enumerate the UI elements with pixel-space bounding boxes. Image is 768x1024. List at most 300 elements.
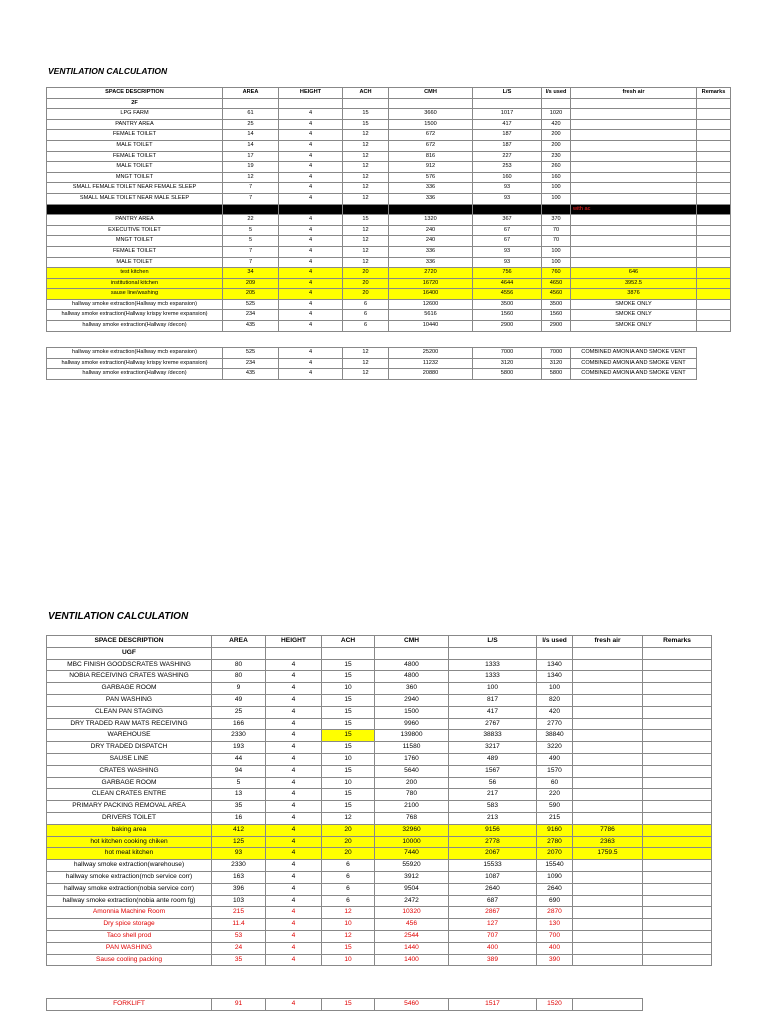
ach-cell: 12 [343,130,389,141]
ls-used-cell: 3120 [542,358,571,369]
table-row [47,848,712,860]
cmh-cell: 240 [389,225,473,236]
area-cell: 5 [212,777,266,789]
area-cell: 25 [212,706,266,718]
area-cell: 234 [223,358,279,369]
fresh-air-cell: 1759.5 [573,848,643,860]
ls-cell: 389 [449,954,537,966]
ach-cell: 12 [343,358,389,369]
ach-cell: 10 [322,919,375,931]
space-description-cell: Taco shell prod [47,930,212,942]
table-row [47,321,731,332]
height-cell: 4 [266,789,322,801]
remarks-cell [697,225,731,236]
remarks-cell [697,215,731,226]
fresh-air-cell [571,151,697,162]
table-row [47,348,697,359]
cmh-cell: 360 [375,683,449,695]
area-cell: 17 [223,151,279,162]
table-row [47,215,731,226]
remarks-cell [697,310,731,321]
ls-cell: 9156 [449,824,537,836]
ls-cell: 7000 [473,348,542,359]
area-cell: 234 [223,310,279,321]
height-cell: 4 [266,942,322,954]
ls-used-cell: 5800 [542,369,571,380]
fresh-air-cell [573,765,643,777]
space-description-cell: PANTRY AREA [47,215,223,226]
ach-cell: 10 [322,954,375,966]
header-fresh-air: fresh air [571,88,697,99]
area-cell: 91 [212,999,266,1011]
cmh-cell: 456 [375,919,449,931]
area-cell: 80 [212,671,266,683]
fresh-air-cell [571,236,697,247]
space-description-cell: DRY TRADED DISPATCH [47,742,212,754]
ach-cell: 6 [322,883,375,895]
ls-used-cell: 3500 [542,299,571,310]
ls-cell: 217 [449,789,537,801]
cmh-cell: 912 [389,162,473,173]
space-description-cell: DRY TRADED RAW MATS RECEIVING [47,718,212,730]
cmh-cell: 139800 [375,730,449,742]
cmh-cell: 2544 [375,930,449,942]
fresh-air-cell: 2363 [573,836,643,848]
fresh-air-cell: SMOKE ONLY [571,299,697,310]
cmh-cell: 10440 [389,321,473,332]
ach-cell: 12 [343,348,389,359]
area-cell: 125 [212,836,266,848]
ls-used-cell: 100 [542,246,571,257]
cmh-cell: 32960 [375,824,449,836]
space-description-cell: MNGT TOILET [47,172,223,183]
empty-cell [643,647,712,659]
fresh-air-cell [571,246,697,257]
area-cell: 2330 [212,730,266,742]
area-cell: 7 [223,257,279,268]
ls-used-cell: 9160 [537,824,573,836]
ls-cell: 38833 [449,730,537,742]
remarks-cell [643,671,712,683]
ach-cell: 12 [343,162,389,173]
cmh-cell: 672 [389,140,473,151]
empty-cell [449,647,537,659]
cmh-cell: 280 [389,204,473,215]
ach-cell: 15 [322,694,375,706]
ls-cell: 93 [473,183,542,194]
ach-cell: 15 [343,215,389,226]
remarks-cell [697,278,731,289]
remarks-cell [643,753,712,765]
ls-used-cell: 420 [542,119,571,130]
ls-used-cell: 70 [542,225,571,236]
ach-cell: 15 [322,942,375,954]
ls-used-cell: 215 [537,812,573,824]
area-cell: 14 [223,130,279,141]
table-row [47,172,731,183]
ls-cell: 4644 [473,278,542,289]
table-row [47,824,712,836]
ls-used-cell: 1340 [537,659,573,671]
fresh-air-cell [573,671,643,683]
ach-cell: 15 [322,999,375,1011]
forklift-row [47,999,643,1011]
ls-cell: 2767 [449,718,537,730]
fresh-air-cell: SMOKE ONLY [571,310,697,321]
cmh-cell: 16720 [389,278,473,289]
cmh-cell: 5640 [375,765,449,777]
fresh-air-cell: COMBINED AMONIA AND SMOKE VENT [571,348,697,359]
space-description-cell [47,204,223,215]
remarks-cell [697,299,731,310]
ach-cell: 6 [322,871,375,883]
area-cell: 7 [223,204,279,215]
ls-cell: 100 [449,683,537,695]
cmh-cell: 2100 [375,801,449,813]
empty-cell [343,98,389,109]
ls-cell: 1517 [449,999,537,1011]
space-description-cell: WAREHOUSE [47,730,212,742]
ls-cell: 687 [449,895,537,907]
fresh-air-cell [573,742,643,754]
area-cell: 5 [223,225,279,236]
space-description-cell: GARBAGE ROOM [47,683,212,695]
ls-cell: 4556 [473,289,542,300]
height-cell: 4 [279,109,343,120]
remarks-cell [643,883,712,895]
ach-cell: 12 [322,812,375,824]
space-description-cell: Sause cooling packing [47,954,212,966]
ls-cell: 93 [473,193,542,204]
header-ach: ACH [343,88,389,99]
area-cell: 53 [212,930,266,942]
ach-cell: 20 [322,836,375,848]
height-cell: 4 [279,358,343,369]
area-cell: 7 [223,193,279,204]
space-description-cell: FEMALE TOILET [47,130,223,141]
remarks-cell [697,109,731,120]
cmh-cell: 10000 [375,836,449,848]
table-row [47,777,712,789]
cmh-cell: 200 [375,777,449,789]
area-cell: 7 [223,183,279,194]
space-description-cell: hallway smoke extraction(Hallway krispy kreme expansion) [47,358,223,369]
height-cell: 4 [266,659,322,671]
ls-used-cell: 1020 [542,109,571,120]
fresh-air-cell [571,172,697,183]
ach-cell: 10 [322,777,375,789]
header-height: HEIGHT [279,88,343,99]
table-row [47,718,712,730]
height-cell: 4 [266,801,322,813]
remarks-cell [643,907,712,919]
height-cell: 4 [266,824,322,836]
ach-cell: 6 [322,895,375,907]
fresh-air-cell [573,812,643,824]
ls-cell: 2867 [449,907,537,919]
table-row [47,930,712,942]
table-row [47,162,731,173]
height-cell: 4 [266,777,322,789]
ls-used-cell: 200 [542,130,571,141]
header-ls-used: l/s used [542,88,571,99]
cmh-cell: 768 [375,812,449,824]
table-row [47,883,712,895]
fresh-air-cell [573,954,643,966]
fresh-air-cell [571,130,697,141]
cmh-cell: 1500 [375,706,449,718]
space-description-cell: SAUSE LINE [47,753,212,765]
space-description-cell: hallway smoke extraction(Hallway mcb expansion) [47,348,223,359]
ach-cell: 15 [322,659,375,671]
height-cell: 4 [266,718,322,730]
ls-used-cell: 400 [537,942,573,954]
ls-cell: 5800 [473,369,542,380]
space-description-cell: hallway smoke extraction(Hallway mcb expansion) [47,299,223,310]
cmh-cell: 672 [389,130,473,141]
ls-used-cell: 760 [542,268,571,279]
remarks-cell [697,151,731,162]
height-cell: 4 [266,871,322,883]
ls-cell: 1333 [449,659,537,671]
table-row [47,289,731,300]
ventilation-table-forklift [46,998,643,1011]
space-description-cell: FEMALE TOILET [47,151,223,162]
area-cell: 12 [223,172,279,183]
area-cell: 11.4 [212,919,266,931]
ls-cell: 187 [473,130,542,141]
ach-cell: 20 [343,289,389,300]
ls-cell: 2640 [449,883,537,895]
height-cell: 4 [279,278,343,289]
ls-cell: 817 [449,694,537,706]
height-cell: 4 [266,706,322,718]
remarks-cell [643,777,712,789]
space-description-cell: MNGT TOILET [47,236,223,247]
ls-cell: 160 [473,172,542,183]
fresh-air-cell [573,694,643,706]
remarks-cell [643,801,712,813]
remarks-cell [643,789,712,801]
remarks-cell [643,930,712,942]
space-description-cell: MALE TOILET [47,140,223,151]
ls-cell: 489 [449,753,537,765]
ach-cell: 15 [322,706,375,718]
remarks-cell [643,871,712,883]
ls-used-cell: 100 [537,683,573,695]
space-description-cell: FORKLIFT [47,999,212,1011]
fresh-air-cell [573,730,643,742]
table-row [47,236,731,247]
fresh-air-cell [573,789,643,801]
area-cell: 193 [212,742,266,754]
fresh-air-cell [573,860,643,872]
cmh-cell: 4800 [375,671,449,683]
ls-used-cell: 420 [537,706,573,718]
empty-cell [223,98,279,109]
ls-used-cell: 690 [537,895,573,907]
table-row [47,789,712,801]
cmh-cell: 336 [389,246,473,257]
ls-cell: 127 [449,919,537,931]
ls-used-cell: 2780 [537,836,573,848]
fresh-air-cell: 3952.5 [571,278,697,289]
space-description-cell: PAN WASHING [47,694,212,706]
ls-cell: 15533 [449,860,537,872]
ls-used-cell: 1560 [542,310,571,321]
area-cell: 166 [212,718,266,730]
ls-used-cell: 590 [537,801,573,813]
empty-cell [697,98,731,109]
ls-cell: 3120 [473,358,542,369]
area-cell: 34 [223,268,279,279]
cmh-cell: 20880 [389,369,473,380]
ls-used-cell: 7000 [542,348,571,359]
cmh-cell: 4800 [375,659,449,671]
cmh-cell: 12600 [389,299,473,310]
area-cell: 525 [223,299,279,310]
table-row [47,257,731,268]
height-cell: 4 [266,848,322,860]
fresh-air-cell [571,140,697,151]
cmh-cell: 5616 [389,310,473,321]
ach-cell: 20 [343,278,389,289]
height-cell: 4 [279,289,343,300]
remarks-cell [643,895,712,907]
space-description-cell: CLEAN PAN STAGING [47,706,212,718]
ls-used-cell: 260 [542,162,571,173]
ls-used-cell: 100 [542,257,571,268]
height-cell: 4 [266,765,322,777]
area-cell: 93 [212,848,266,860]
space-description-cell: SMALL MALE TOILET NEAR MALE SLEEP [47,193,223,204]
table-row [47,753,712,765]
cmh-cell: 336 [389,183,473,194]
area-cell: 44 [212,753,266,765]
remarks-cell [697,119,731,130]
ls-cell: 1560 [473,310,542,321]
height-cell: 4 [266,683,322,695]
table-row [47,836,712,848]
space-description-cell: hallway smoke extraction(Hallway krispy kreme expansion) [47,310,223,321]
ls-used-cell: 4650 [542,278,571,289]
height-cell: 4 [279,215,343,226]
height-cell: 4 [279,225,343,236]
area-cell: 163 [212,871,266,883]
ls-cell: 756 [473,268,542,279]
ls-used-cell: 2870 [537,907,573,919]
height-cell: 4 [266,895,322,907]
ls-used-cell: 70 [542,236,571,247]
ls-cell: 56 [449,777,537,789]
height-cell: 4 [279,193,343,204]
empty-cell [537,647,573,659]
fresh-air-cell [573,718,643,730]
fresh-air-cell [573,942,643,954]
space-description-cell: institutional kitchen [47,278,223,289]
ls-used-cell: 390 [537,954,573,966]
ach-cell: 6 [343,321,389,332]
header-ls: L/S [473,88,542,99]
table-row [47,119,731,130]
table-row [47,310,731,321]
area-cell: 35 [212,954,266,966]
space-description-cell: Dry spice storage [47,919,212,931]
ach-cell: 15 [322,730,375,742]
remarks-cell [697,204,731,215]
height-cell: 4 [279,119,343,130]
ls-used-cell: 100 [542,193,571,204]
header-remarks: Remarks [643,636,712,648]
height-cell: 4 [266,883,322,895]
table-row [47,942,712,954]
height-cell: 4 [279,257,343,268]
space-description-cell: baking area [47,824,212,836]
fresh-air-cell [571,215,697,226]
fresh-air-cell [573,999,643,1011]
ach-cell: 15 [343,109,389,120]
ach-cell: 6 [343,310,389,321]
height-cell: 4 [279,204,343,215]
cmh-cell: 1400 [375,954,449,966]
remarks-cell [697,257,731,268]
ventilation-table-ugf [46,635,712,966]
remarks-cell [643,848,712,860]
header-area: AREA [212,636,266,648]
ls-used-cell: 1090 [537,871,573,883]
cmh-cell: 11232 [389,358,473,369]
fresh-air-cell: SMOKE ONLY [571,321,697,332]
cmh-cell: 9960 [375,718,449,730]
fresh-air-cell [573,706,643,718]
remarks-cell [643,694,712,706]
space-description-cell: hallway smoke extraction(Hallway /decon) [47,321,223,332]
header-height: HEIGHT [266,636,322,648]
table-row [47,907,712,919]
table-row [47,895,712,907]
ls-cell: 2900 [473,321,542,332]
cmh-cell: 2472 [375,895,449,907]
table-row [47,801,712,813]
ls-cell: 583 [449,801,537,813]
ls-cell: 3500 [473,299,542,310]
header-ls-used: l/s used [537,636,573,648]
ach-cell: 15 [322,742,375,754]
ach-cell: 10 [343,204,389,215]
ls-used-cell: 2070 [537,848,573,860]
space-description-cell: hallway smoke extraction(nobia service corr) [47,883,212,895]
ls-used-cell: 100 [542,183,571,194]
area-cell: 35 [212,801,266,813]
header-area: AREA [223,88,279,99]
ls-cell: 1087 [449,871,537,883]
cmh-cell: 576 [389,172,473,183]
header-cmh: CMH [375,636,449,648]
remarks-cell [643,824,712,836]
ls-used-cell: 1570 [537,765,573,777]
fresh-air-cell [573,801,643,813]
ach-cell: 12 [343,183,389,194]
ls-cell: 227 [473,151,542,162]
table-row [47,246,731,257]
header-ls: L/S [449,636,537,648]
fresh-air-cell [573,930,643,942]
space-description-cell: EXECUTIVE TOILET [47,225,223,236]
space-description-cell: MALE TOILET [47,162,223,173]
header-space-description: SPACE DESCRIPTION [47,88,223,99]
cmh-cell: 780 [375,789,449,801]
height-cell: 4 [266,812,322,824]
